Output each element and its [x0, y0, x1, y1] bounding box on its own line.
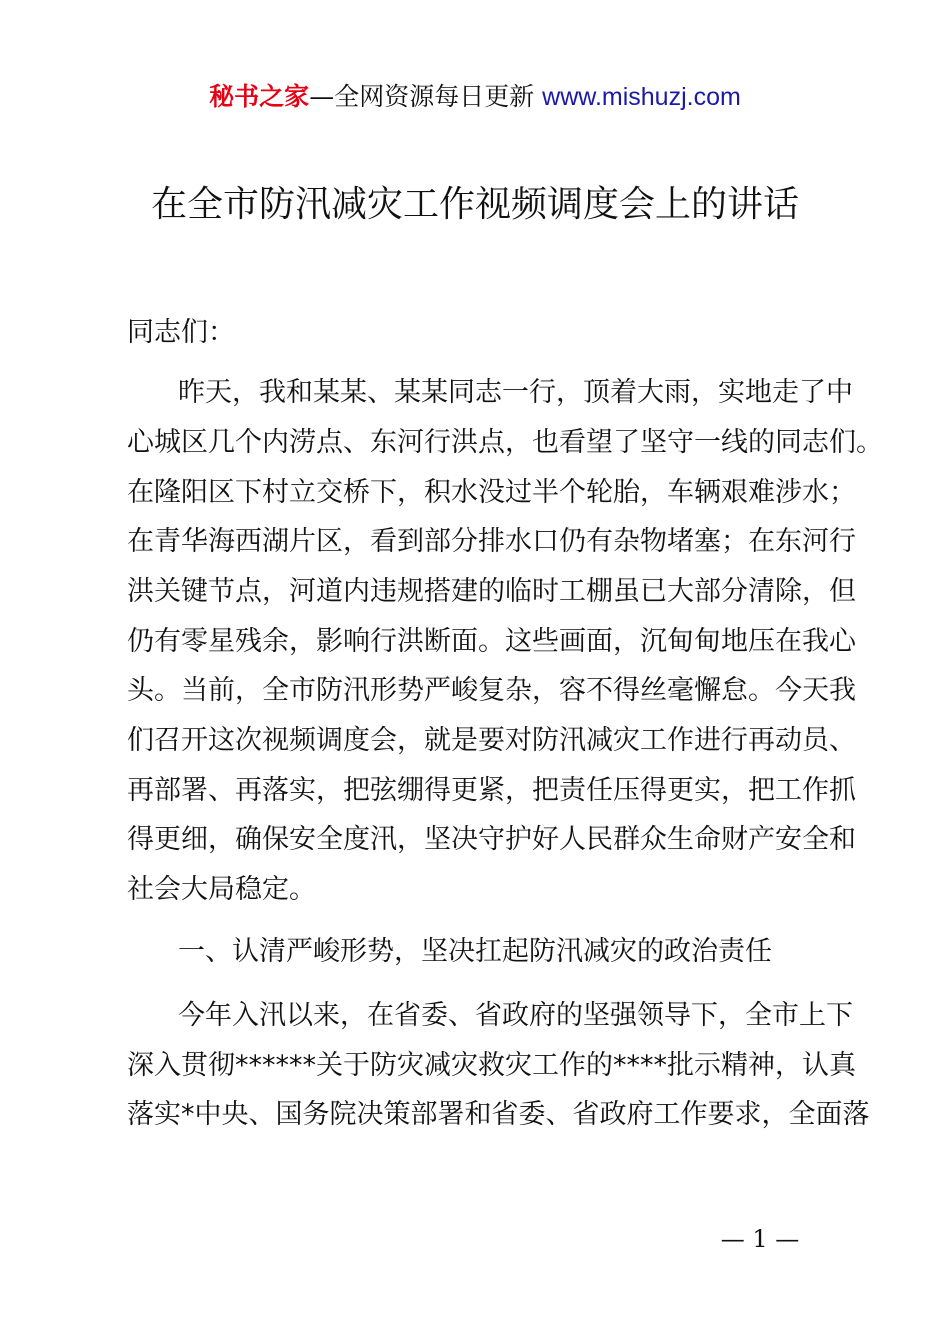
- site-url-link[interactable]: www.mishuzj.com: [542, 83, 741, 111]
- paragraph-line: 头。当前，全市防汛形势严峻复杂，容不得丝毫懈怠。今天我: [127, 675, 856, 706]
- paragraph-line: 昨天，我和某某、某某同志一行，顶着大雨，实地走了中: [178, 377, 853, 408]
- salutation: 同志们：: [127, 317, 235, 348]
- paragraph-line: 再部署、再落实，把弦绷得更紧，把责任压得更实，把工作抓: [127, 775, 856, 806]
- paragraph-line: 们召开这次视频调度会，就是要对防汛减灾工作进行再动员、: [127, 725, 856, 756]
- paragraph-line: 社会大局稳定。: [127, 874, 316, 905]
- paragraph-line: 落实*中央、国务院决策部署和省委、省政府工作要求，全面落: [127, 1099, 870, 1130]
- banner-tagline: —全网资源每日更新: [309, 82, 535, 111]
- paragraph-line: 得更细，确保安全度汛，坚决守护好人民群众生命财产安全和: [127, 824, 856, 855]
- page-number: — 1 —: [720, 1225, 800, 1253]
- brand-name: 秘书之家: [209, 82, 310, 111]
- paragraph-line: 在隆阳区下村立交桥下，积水没过半个轮胎，车辆艰难涉水；: [127, 477, 856, 508]
- paragraph-line: 今年入汛以来，在省委、省政府的坚强领导下，全市上下: [178, 1000, 853, 1031]
- paragraph-line: 在青华海西湖片区，看到部分排水口仍有杂物堵塞；在东河行: [127, 526, 856, 557]
- paragraph-line: 洪关键节点，河道内违规搭建的临时工棚虽已大部分清除，但: [127, 576, 856, 607]
- paragraph-line: 仍有零星残余，影响行洪断面。这些画面，沉甸甸地压在我心: [127, 626, 856, 657]
- document-title: 在全市防汛减灾工作视频调度会上的讲话: [150, 184, 799, 225]
- paragraph-line: 心城区几个内涝点、东河行洪点，也看望了坚守一线的同志们。: [127, 427, 883, 458]
- site-banner: [0, 80, 950, 114]
- section-heading: 一、认清严峻形势，坚决扛起防汛减灾的政治责任: [178, 936, 772, 967]
- paragraph-line: 深入贯彻******关于防灾减灾救灾工作的****批示精神，认真: [127, 1050, 856, 1081]
